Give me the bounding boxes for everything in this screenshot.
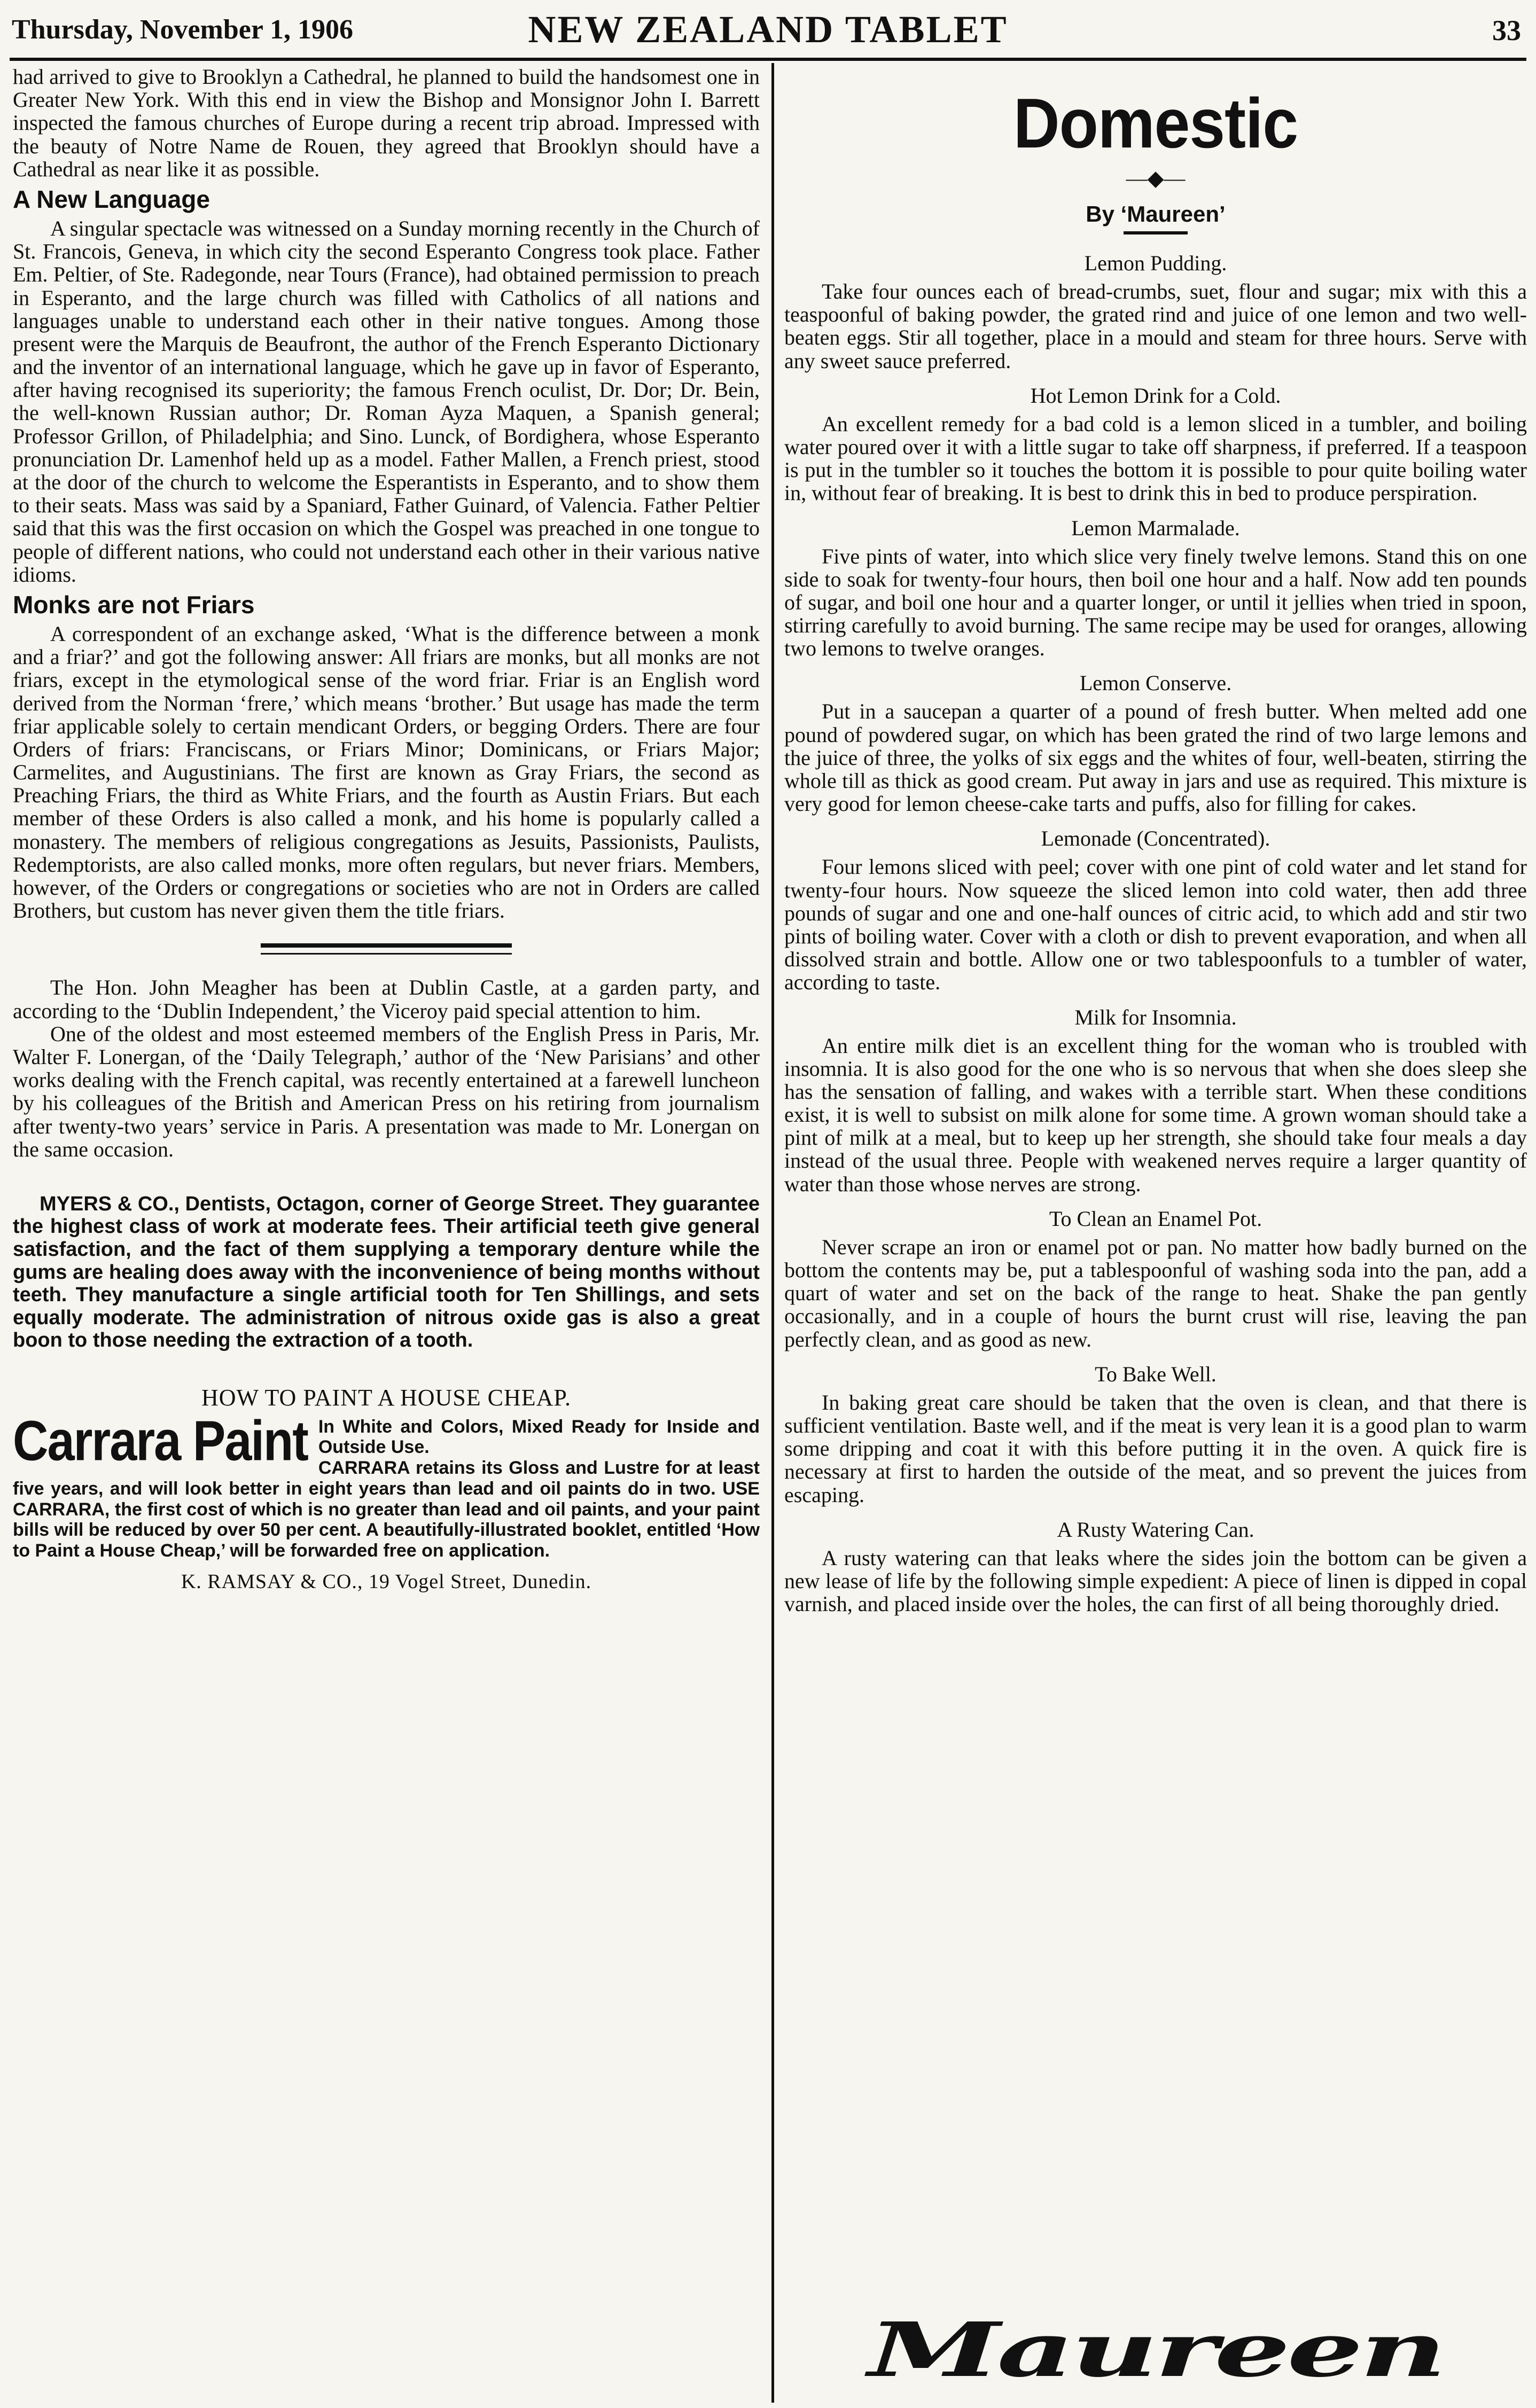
meagher-paragraph: The Hon. John Meagher has been at Dublin Castle, at a garden party, and according to the ‘Dublin Independent,’ the Viceroy paid special attention to him. (13, 975, 760, 1023)
page-number: 33 (1492, 14, 1521, 46)
recipe-enamel-pot: Never scrape an iron or enamel pot or pan. No matter how badly burned on the bottom the contents may be, put a tablespoonful of washing soda into the pan, add a quart of water and set on the back of the range to heat. Shake the pan gently occasionally, and in a couple of hours the burnt crust will rise, leaving the pan perfectly clean, and as good as new. (784, 1234, 1527, 1351)
carrara-body: CARRARA retains its Gloss and Lustre for at least five years, and will look better in eight years than lead and oil paints do in two. USE CARRARA, the first cost of which is no greater than lead and oil paints, and your paint bills will be reduced by over 50 per cent. A beautifully-illustrated booklet, entitled ‘How to Paint a House Cheap,’ will be forwarded free on application. (13, 1458, 760, 1561)
recipe-title-lemon-pudding: Lemon Pudding. (1084, 251, 1227, 275)
ramsay-address: K. RAMSAY & CO., 19 Vogel Street, Dunedin. (181, 1570, 592, 1593)
recipe-lemon-conserve: Put in a saucepan a quarter of a pound of fresh butter. When melted add one pound of powdered sugar, on which has been grated the rind of two large lemons and the juice of three, the yolks of six eggs and the whites of four, well-beaten, stirring the whole till as thick as good cream. Put away in jars and use as required. This mixture is very good for lemon cheese-cake tarts and puffs, also for filling for cakes. (784, 699, 1527, 816)
column-divider (771, 63, 774, 2403)
lonergan-paragraph: One of the oldest and most esteemed members of the English Press in Paris, Mr. Walter F. Lonergan, of the ‘Daily Telegraph,’ author of the ‘New Parisians’ and other works dealing with the French capital, was recently entertained at a farewell luncheon by his colleagues of the British and American Press on his retiring from journalism after twenty-two years’ service in Paris. A presentation was made to Mr. Lonergan on the same occasion. (13, 1021, 760, 1161)
myers-dentists-advert: MYERS & CO., Dentists, Octagon, corner of George Street. They guarantee the highest class of work at moderate fees. Their artificial teeth give general satisfaction, and the fact of them supplying a temporary denture while the gums are healing does away with the inconvenience of being months without teeth. They manufacture a single artificial tooth for Ten Shillings, and sets equally moderate. The administration of nitrous oxide gas is also a great boon to those needing the extraction of a tooth. (13, 1192, 760, 1352)
recipe-title-bake-well: To Bake Well. (1095, 1362, 1217, 1386)
carrara-tagline: In White and Colors, Mixed Ready for Inside and Outside Use. (318, 1416, 760, 1458)
header-date: Thursday, November 1, 1906 (12, 14, 353, 45)
recipe-title-lemon-marmalade: Lemon Marmalade. (1071, 515, 1240, 540)
recipe-milk-insomnia: An entire milk diet is an excellent thing for the woman who is troubled with insomnia. It is also good for the one who is so nervous that when she does sleep she has the sensation of falling, and wakes with a terrible start. When these conditions exist, it is well to subsist on milk alone for some time. A grown woman should take a pint of milk at a meal, but to keep up her strength, she should take four meals a day instead of the usual three. People with weakened nerves require a larger quantity of water than those whose nerves are strong. (784, 1033, 1527, 1196)
recipe-title-milk-insomnia: Milk for Insomnia. (1074, 1005, 1237, 1029)
left-column (13, 65, 760, 2405)
recipe-title-lemon-conserve: Lemon Conserve. (1079, 671, 1232, 695)
recipe-lemonade: Four lemons sliced with peel; cover with one pint of cold water and let stand for twenty-four hours. Now squeeze the sliced lemon into cold water, then add three pounds of sugar and one and one-half ounces of citric acid, to which add and stir two pints of boiling water. Cover with a cloth or dish to prevent evaporation, and when all dissolved strain and bottle. Allow one or two tablespoonfuls to a tumbler of water, according to taste. (784, 855, 1527, 995)
byline: By ‘Maureen’ (1086, 201, 1226, 226)
recipe-title-enamel-pot: To Clean an Enamel Pot. (1049, 1206, 1262, 1231)
right-column (784, 65, 1527, 2405)
page-header (10, 4, 1526, 61)
recipe-lemon-marmalade: Five pints of water, into which slice very finely twelve lemons. Stand this on one side to soak for twenty-four hours, then boil one hour and a half. Now add ten pounds of sugar, and boil one hour and a quarter longer, or until it jellies when tried in spoon, stirring carefully to avoid burning. The same recipe may be used for oranges, allowing two lemons to twelve oranges. (784, 544, 1527, 661)
section-heading-new-language: A New Language (13, 185, 210, 213)
carrara-paint-advert (13, 1410, 760, 1561)
cathedral-paragraph: had arrived to give to Brooklyn a Cathedral, he planned to build the handsomest one in Greater New York. With this end in view the Bishop and Monsignor John I. Barrett inspected the famous churches of Europe during a recent trip abroad. Impressed with the beauty of Notre Name de Rouen, they agreed that Brooklyn should have a Cathedral as near like it as possible. (13, 65, 760, 181)
monks-article: A correspondent of an exchange asked, ‘What is the difference between a monk and a friar?’ and got the following answer: All friars are monks, but all monks are not friars, except in the etymological sense of the word friar. Friar is an English word derived from the Norman ‘frere,’ which means ‘brother.’ But usage has made the term friar applicable solely to certain mendicant Orders, or begging Orders. There are four Orders of friars: Franciscans, or Friars Minor; Dominicans, or Friars Major; Carmelites, and Augustinians. The first are known as Gray Friars, the second as Preaching Friars, the third as White Friars, and the fourth as Austin Friars. But each member of these Orders is also called a monk, and his home is popularly called a monastery. The members of religious congregations as Jesuits, Passionists, Paulists, Redemptorists, are also called monks, more often regulars, but never friars. Members, however, of the Orders or congregations or societies who are not in Orders are called Brothers, but custom has never given them the title friars. (13, 621, 760, 923)
masthead-title: NEW ZEALAND TABLET (528, 8, 1008, 51)
short-rule (1124, 231, 1188, 234)
section-heading-monks: Monks are not Friars (13, 590, 255, 619)
recipe-title-lemonade: Lemonade (Concentrated). (1041, 826, 1270, 851)
recipe-watering-can: A rusty watering can that leaks where the sides join the bottom can be given a new lease of life by the following simple expedient: A piece of linen is dipped in copal varnish, and placed inside over the holes, the can first of all being thoroughly dried. (784, 1545, 1527, 1616)
domestic-title: Domestic (1013, 84, 1298, 163)
recipe-title-watering-can: A Rusty Watering Can. (1057, 1517, 1254, 1542)
paint-advert-heading: HOW TO PAINT A HOUSE CHEAP. (201, 1384, 572, 1411)
recipe-hot-lemon-drink: An excellent remedy for a bad cold is a lemon sliced in a tumbler, and boiling water poured over it with a little sugar to take off sharpness, if preferred. If a teaspoon is put in the tumbler so it touches the bottom it is possible to pour quite boiling water in, without fear of breaking. It is best to drink this in bed to produce perspiration. (784, 411, 1527, 505)
carrara-paint-brand: Carrara Paint (13, 1410, 308, 1473)
recipe-bake-well: In baking great care should be taken that the oven is clean, and that there is sufficient ventilation. Baste well, and if the meat is very lean it is a good plan to warm some dripping and coat it with this before putting it in the oven. A quick fire is necessary at first to harden the outside of the meat, and so prevent the juices from escaping. (784, 1390, 1527, 1507)
double-rule-divider (261, 943, 512, 955)
recipe-lemon-pudding: Take four ounces each of bread-crumbs, suet, flour and sugar; mix with this a teaspoonful of baking powder, the grated rind and juice of one lemon and two well-beaten eggs. Stir all together, place in a mould and steam for three hours. Serve with any sweet sauce preferred. (784, 279, 1527, 373)
recipe-title-hot-lemon-drink: Hot Lemon Drink for a Cold. (1030, 383, 1281, 408)
maureen-signature: Maureen (868, 2307, 1444, 2394)
ornament-divider: ―◆― (1126, 166, 1186, 190)
new-language-article: A singular spectacle was witnessed on a Sunday morning recently in the Church of St. Francois, Geneva, in which city the second Esperanto Congress took place. Father Em. Peltier, of Ste. Radegonde, near Tours (France), had obtained permission to preach in Esperanto, and the large church was filled with Catholics of all nations and languages unable to understand each other in their native tongues. Among those present were the Marquis de Beaufront, the author of the French Esperanto Dictionary and the inventor of an international language, which he gave up in favor of Esperanto, after having recognised its superiority; the famous French oculist, Dr. Dor; Dr. Bein, the well-known Russian author; Dr. Roman Ayza Maquen, a Spanish general; Professor Grillon, of Philadelphia; and Sino. Lunck, of Bordighera, whose Esperanto pronunciation Dr. Lamenhof held up as a model. Father Mallen, a French priest, stood at the door of the church to welcome the Esperantists in Esperanto, and to show them to their seats. Mass was said by a Spaniard, Father Guinard, of Valencia. Father Peltier said that this was the first occasion on which the Gospel was preached in one tongue to people of different nations, who could not understand each other in their various native idioms. (13, 216, 760, 587)
